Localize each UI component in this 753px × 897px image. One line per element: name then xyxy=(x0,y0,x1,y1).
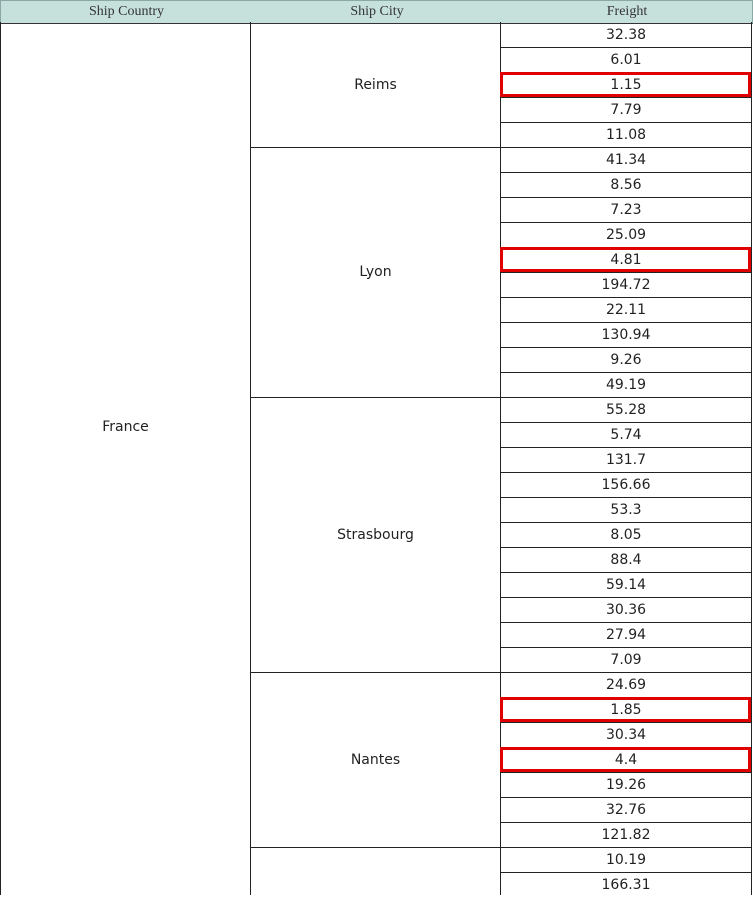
freight-cell[interactable]: 32.76 xyxy=(605,802,647,818)
column-header-ship-country[interactable]: Ship Country xyxy=(88,4,165,19)
freight-cell[interactable]: 156.66 xyxy=(601,477,651,493)
freight-cell[interactable]: 9.26 xyxy=(610,352,642,368)
column-header-ship-city[interactable]: Ship City xyxy=(350,4,404,19)
freight-cell[interactable]: 1.15 xyxy=(610,77,642,93)
city-cell[interactable]: Lyon xyxy=(359,264,392,280)
freight-cell[interactable]: 88.4 xyxy=(610,552,642,568)
freight-cell[interactable]: 27.94 xyxy=(605,627,647,643)
freight-cell[interactable]: 41.34 xyxy=(605,152,647,168)
freight-cell[interactable]: 53.3 xyxy=(610,502,642,518)
freight-cell[interactable]: 32.38 xyxy=(605,27,647,43)
freight-cell[interactable]: 7.09 xyxy=(610,652,642,668)
freight-cell[interactable]: 49.19 xyxy=(605,377,647,393)
grid-border-left xyxy=(0,22,1,895)
freight-cell[interactable]: 6.01 xyxy=(610,52,642,68)
freight-cell[interactable]: 1.85 xyxy=(610,702,642,718)
data-grid xyxy=(0,22,752,895)
freight-cell[interactable]: 30.34 xyxy=(605,727,647,743)
freight-cell[interactable]: 121.82 xyxy=(601,827,651,843)
freight-cell[interactable]: 4.81 xyxy=(610,252,642,268)
freight-cell[interactable]: 7.23 xyxy=(610,202,642,218)
freight-cell[interactable]: 19.26 xyxy=(605,777,647,793)
freight-cell[interactable]: 59.14 xyxy=(605,577,647,593)
city-cell[interactable]: Reims xyxy=(354,76,397,93)
freight-cell[interactable]: 8.05 xyxy=(610,527,642,543)
column-header-freight[interactable]: Freight xyxy=(606,4,648,19)
city-cell[interactable] xyxy=(251,860,500,884)
freight-cell[interactable]: 25.09 xyxy=(605,227,647,243)
freight-cell[interactable]: 166.31 xyxy=(601,877,651,893)
freight-cell[interactable]: 5.74 xyxy=(610,427,642,443)
city-cell[interactable]: Nantes xyxy=(350,751,401,768)
country-cell[interactable]: France xyxy=(102,419,149,435)
table-header xyxy=(0,0,753,24)
freight-cell[interactable]: 7.79 xyxy=(610,102,642,118)
freight-cell[interactable]: 30.36 xyxy=(605,602,647,618)
freight-cell[interactable]: 194.72 xyxy=(601,277,651,293)
freight-cell[interactable]: 24.69 xyxy=(605,677,647,693)
freight-cell[interactable]: 4.4 xyxy=(614,752,638,768)
freight-cell[interactable]: 11.08 xyxy=(605,127,647,143)
city-cell[interactable]: Strasbourg xyxy=(337,526,414,543)
freight-cell[interactable]: 22.11 xyxy=(605,302,647,318)
freight-cell[interactable]: 8.56 xyxy=(610,177,642,193)
grid-border-right xyxy=(751,22,752,895)
freight-cell[interactable]: 130.94 xyxy=(601,327,651,343)
freight-cell[interactable]: 55.28 xyxy=(605,402,647,418)
freight-cell[interactable]: 10.19 xyxy=(605,852,647,868)
freight-cell[interactable]: 131.7 xyxy=(605,452,647,468)
